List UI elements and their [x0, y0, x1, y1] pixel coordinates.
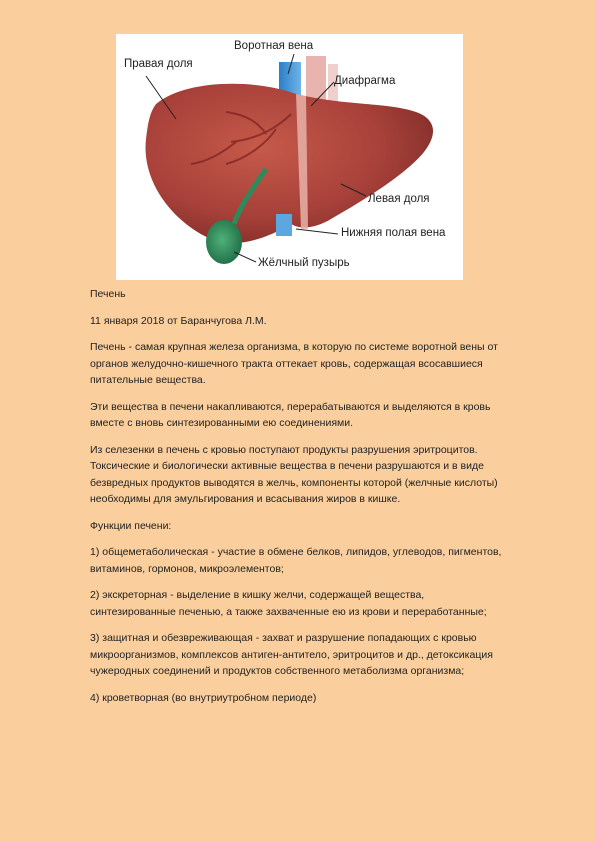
document-title: Печень — [90, 288, 126, 300]
label-portal-vein: Воротная вена — [234, 40, 314, 52]
functions-title: Функции печени: — [90, 519, 172, 532]
document-body — [90, 286, 510, 716]
label-left-lobe: Левая доля — [368, 193, 430, 205]
leader-gallbladder — [234, 252, 256, 262]
paragraph-1: Печень - самая крупная железа организма, в которую по системе воротной вены от органов желудочно-кишечного тракта оттекает кровь, содержащая всосавшиеся питательные вещества. — [90, 341, 498, 386]
leader-ivc — [296, 229, 338, 234]
gallbladder-shape — [206, 220, 242, 264]
document-date-author: 11 января 2018 от Баранчугова Л.М. — [90, 314, 267, 327]
function-3: 3) защитная и обезвреживающая - захват и разрушение попадающих с кровью микроорганизмов, комплексов антиген-антитело, эритроцитов и др., детоксикация чужеродных соединений и продуктов собственного метаболизма организма; — [90, 632, 493, 677]
liver-illustration — [116, 34, 463, 280]
paragraph-2: Эти вещества в печени накапливаются, перерабатываются и выделяются в кровь вместе с вновь синтезированными ею соединениями. — [90, 400, 491, 429]
label-right-lobe: Правая доля — [124, 58, 193, 70]
function-1: 1) общеметаболическая - участие в обмене белков, липидов, углеводов, пигментов, витаминов, гормонов, микроэлементов; — [90, 546, 502, 575]
function-4: 4) кроветворная (во внутриутробном периоде) — [90, 691, 317, 704]
ivc-shape — [276, 214, 292, 236]
label-diaphragm: Диафрагма — [334, 75, 396, 87]
function-2: 2) экскреторная - выделение в кишку желчи, содержащей вещества, синтезированные печенью, а также захваченные ею из крови и переработанные; — [90, 589, 487, 618]
label-ivc: Нижняя полая вена — [341, 227, 446, 239]
paragraph-3: Из селезенки в печень с кровью поступают продукты разрушения эритроцитов. Токсические и биологически активные вещества в печени разрушаются и в виде безвредных продуктов выводятся в желчь, компоненты которой (желчные кислоты) необходимы для эмульгирования и всасывания жиров в кишке. — [90, 443, 498, 505]
label-gallbladder: Жёлчный пузырь — [258, 257, 350, 269]
liver-diagram — [116, 34, 463, 280]
